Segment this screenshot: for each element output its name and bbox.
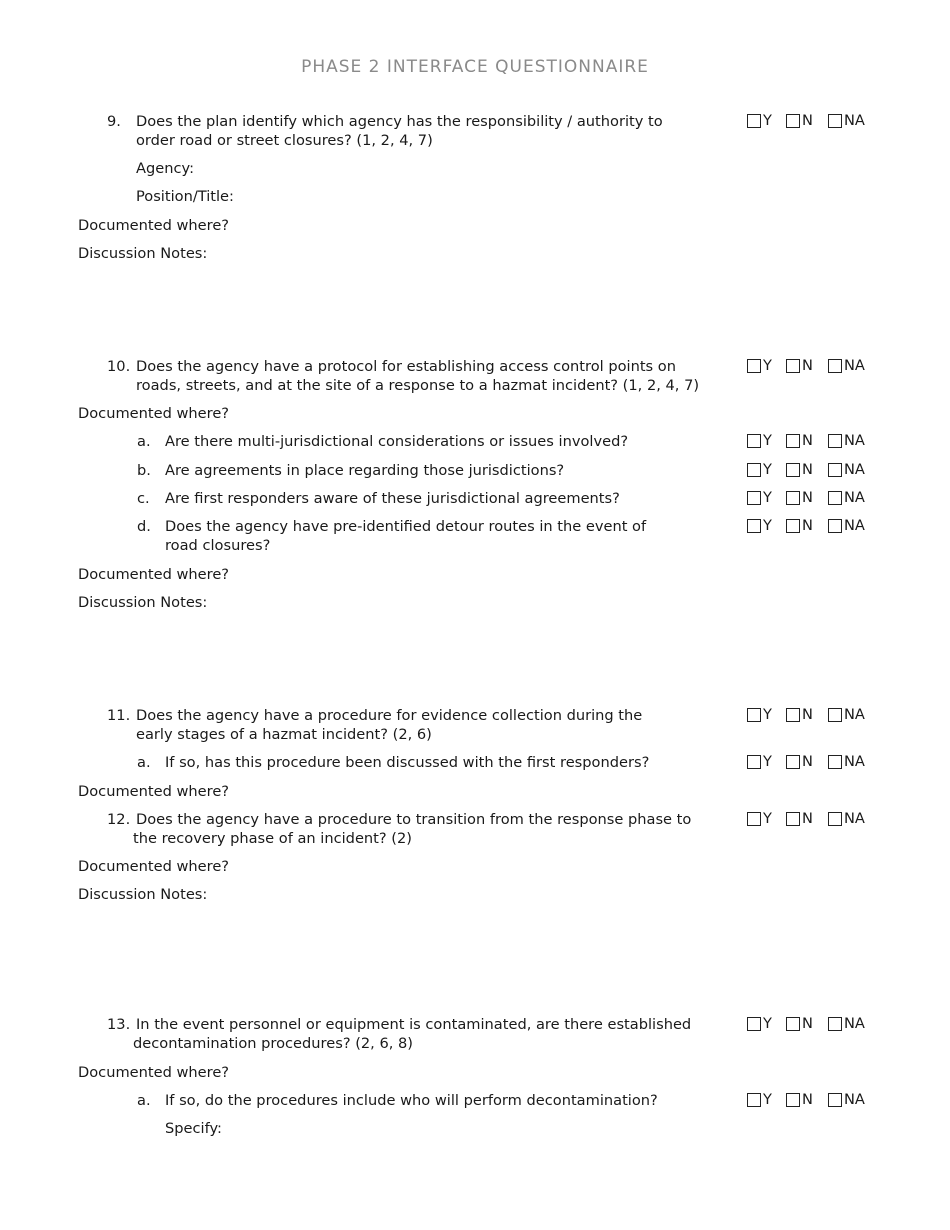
q10a-text: Are there multi-jurisdictional considerations or issues involved? (165, 433, 629, 450)
checkbox[interactable] (786, 708, 800, 722)
checkbox[interactable] (786, 1017, 800, 1031)
checkbox[interactable] (786, 114, 800, 128)
q11a-letter: a. (137, 754, 151, 771)
checkbox[interactable] (747, 1093, 761, 1107)
q10-documented-where-2: Documented where? (78, 566, 230, 583)
q11a-text: If so, has this procedure been discussed with the first responders? (165, 754, 650, 771)
option-label-y: Y (763, 357, 772, 374)
q10-text-line1: Does the agency have a protocol for establishing access control points on (136, 358, 676, 375)
q10-discussion-notes: Discussion Notes: (78, 594, 208, 611)
option-label-na: NA (844, 517, 865, 534)
option-label-na: NA (844, 432, 865, 449)
checkbox[interactable] (786, 519, 800, 533)
option-label-y: Y (763, 112, 772, 129)
option-label-n: N (802, 489, 813, 506)
checkbox[interactable] (747, 359, 761, 373)
option-label-na: NA (844, 489, 865, 506)
option-label-y: Y (763, 517, 772, 534)
checkbox[interactable] (747, 463, 761, 477)
q9-text-line2: order road or street closures? (1, 2, 4, 7) (136, 132, 433, 149)
checkbox[interactable] (747, 114, 761, 128)
checkbox[interactable] (747, 519, 761, 533)
checkbox[interactable] (786, 359, 800, 373)
option-label-n: N (802, 706, 813, 723)
q9-position-label: Position/Title: (136, 188, 234, 205)
checkbox[interactable] (786, 463, 800, 477)
q9-number: 9. (107, 113, 121, 130)
q12-text-line1: Does the agency have a procedure to transition from the response phase to (136, 811, 692, 828)
q12-number: 12. (107, 811, 131, 828)
option-label-n: N (802, 753, 813, 770)
q10d-text-line1: Does the agency have pre-identified detour routes in the event of (165, 518, 647, 535)
q10c-text: Are first responders aware of these jurisdictional agreements? (165, 490, 620, 507)
q10-text-line2: roads, streets, and at the site of a response to a hazmat incident? (1, 2, 4, 7) (136, 377, 700, 394)
option-label-na: NA (844, 357, 865, 374)
checkbox[interactable] (828, 812, 842, 826)
checkbox[interactable] (786, 491, 800, 505)
checkbox[interactable] (828, 359, 842, 373)
option-label-n: N (802, 357, 813, 374)
page-title: PHASE 2 INTERFACE QUESTIONNAIRE (301, 57, 649, 77)
checkbox[interactable] (828, 463, 842, 477)
option-label-y: Y (763, 432, 772, 449)
checkbox[interactable] (828, 708, 842, 722)
checkbox[interactable] (747, 434, 761, 448)
option-label-n: N (802, 112, 813, 129)
option-label-n: N (802, 810, 813, 827)
q10a-letter: a. (137, 433, 151, 450)
option-label-n: N (802, 1015, 813, 1032)
q12-documented-where: Documented where? (78, 858, 230, 875)
option-label-n: N (802, 517, 813, 534)
q12-discussion-notes: Discussion Notes: (78, 886, 208, 903)
option-label-y: Y (763, 753, 772, 770)
q9-text-line1: Does the plan identify which agency has the responsibility / authority to (136, 113, 663, 130)
q11-text-line1: Does the agency have a procedure for evidence collection during the (136, 707, 643, 724)
option-label-y: Y (763, 489, 772, 506)
q10b-text: Are agreements in place regarding those jurisdictions? (165, 462, 565, 479)
option-label-n: N (802, 432, 813, 449)
q10c-letter: c. (137, 490, 150, 507)
q11-number: 11. (107, 707, 131, 724)
option-label-na: NA (844, 706, 865, 723)
q13-number: 13. (107, 1016, 131, 1033)
option-label-n: N (802, 461, 813, 478)
option-label-na: NA (844, 810, 865, 827)
checkbox[interactable] (747, 708, 761, 722)
option-label-y: Y (763, 706, 772, 723)
q13a-text: If so, do the procedures include who will perform decontamination? (165, 1092, 658, 1109)
q11-documented-where: Documented where? (78, 783, 230, 800)
q10d-text-line2: road closures? (165, 537, 271, 554)
checkbox[interactable] (747, 812, 761, 826)
q10d-letter: d. (137, 518, 151, 535)
q13a-specify-label: Specify: (165, 1120, 222, 1137)
option-label-y: Y (763, 810, 772, 827)
q12-text-line2: the recovery phase of an incident? (2) (133, 830, 412, 847)
q11-text-line2: early stages of a hazmat incident? (2, 6) (136, 726, 432, 743)
checkbox[interactable] (786, 755, 800, 769)
q9-documented-where: Documented where? (78, 217, 230, 234)
checkbox[interactable] (828, 434, 842, 448)
q10-documented-where: Documented where? (78, 405, 230, 422)
checkbox[interactable] (828, 1093, 842, 1107)
checkbox[interactable] (786, 812, 800, 826)
checkbox[interactable] (747, 755, 761, 769)
option-label-na: NA (844, 112, 865, 129)
option-label-na: NA (844, 461, 865, 478)
option-label-y: Y (763, 1015, 772, 1032)
q9-agency-label: Agency: (136, 160, 194, 177)
checkbox[interactable] (828, 519, 842, 533)
q9-discussion-notes: Discussion Notes: (78, 245, 208, 262)
option-label-y: Y (763, 1091, 772, 1108)
checkbox[interactable] (786, 1093, 800, 1107)
option-label-na: NA (844, 753, 865, 770)
option-label-na: NA (844, 1015, 865, 1032)
option-label-y: Y (763, 461, 772, 478)
checkbox[interactable] (747, 491, 761, 505)
q13-text-line2: decontamination procedures? (2, 6, 8) (133, 1035, 413, 1052)
checkbox[interactable] (747, 1017, 761, 1031)
q10-number: 10. (107, 358, 131, 375)
checkbox[interactable] (828, 114, 842, 128)
option-label-n: N (802, 1091, 813, 1108)
q10b-letter: b. (137, 462, 151, 479)
q13-text-line1: In the event personnel or equipment is contaminated, are there established (136, 1016, 692, 1033)
q13-documented-where: Documented where? (78, 1064, 230, 1081)
checkbox[interactable] (786, 434, 800, 448)
checkbox[interactable] (828, 755, 842, 769)
checkbox[interactable] (828, 491, 842, 505)
checkbox[interactable] (828, 1017, 842, 1031)
option-label-na: NA (844, 1091, 865, 1108)
q13a-letter: a. (137, 1092, 151, 1109)
